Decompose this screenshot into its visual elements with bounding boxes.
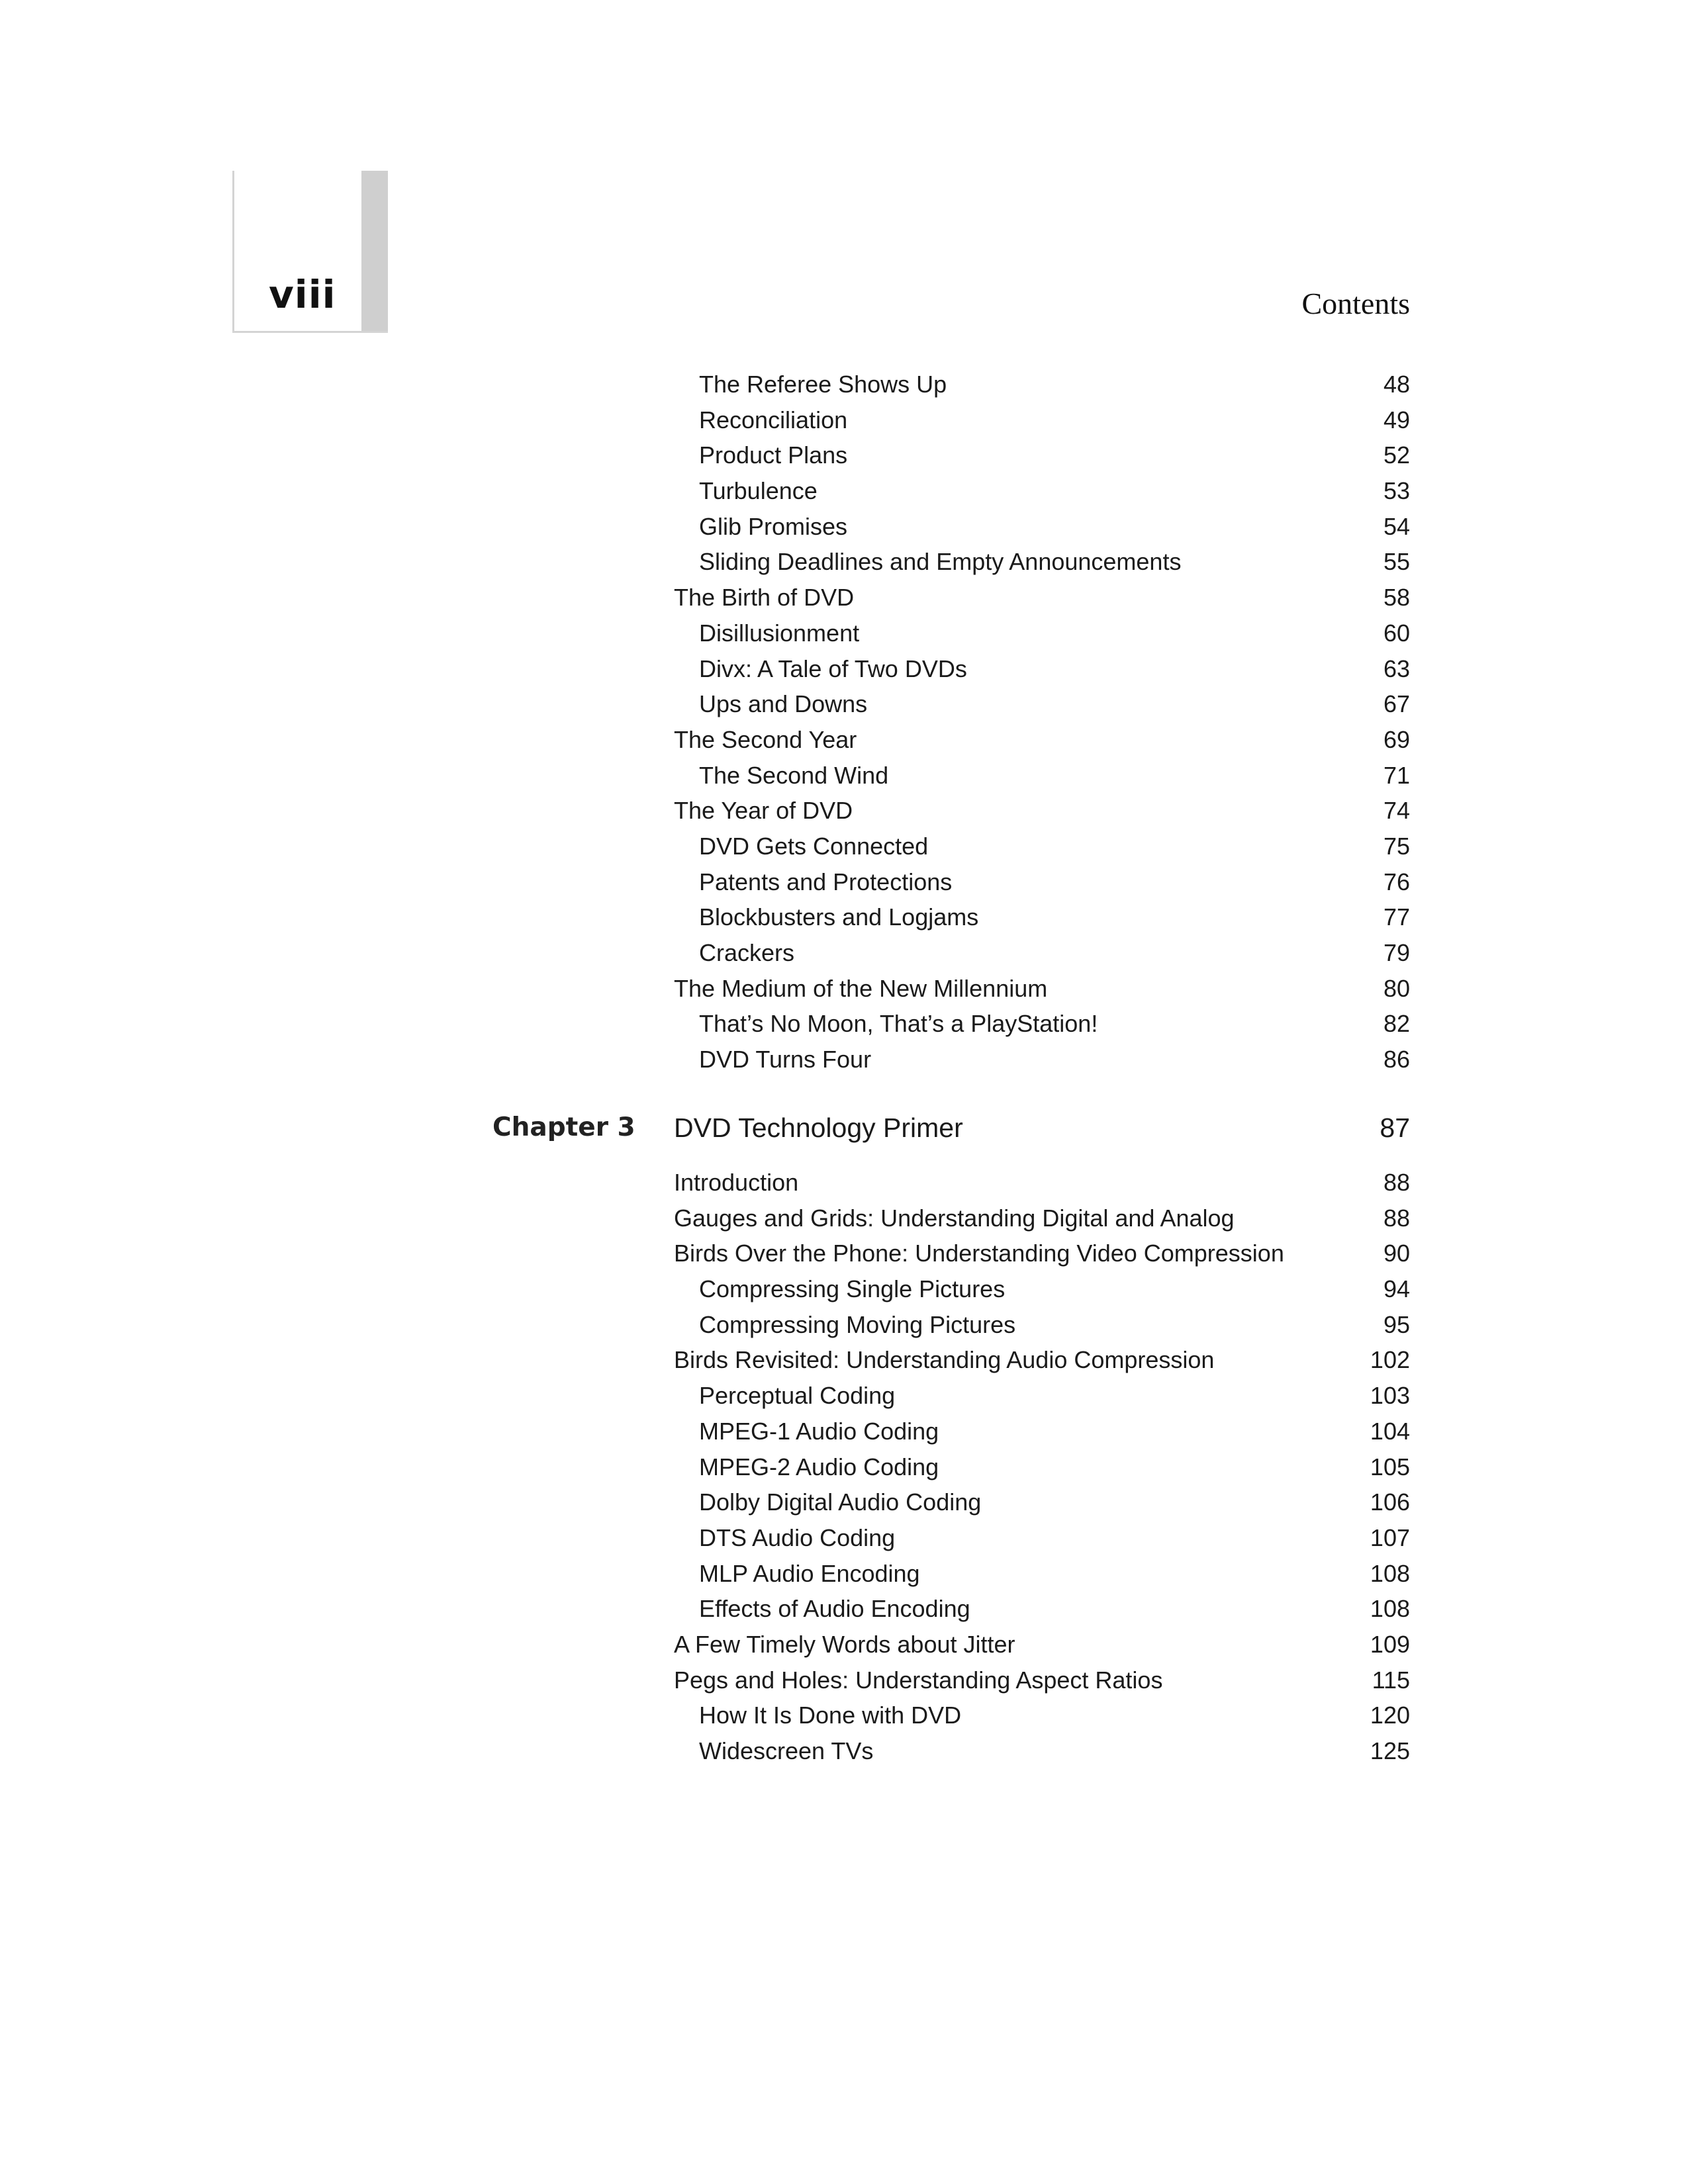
toc-entry[interactable] — [674, 1042, 1410, 1077]
toc-entry-title: A Few Timely Words about Jitter — [674, 1630, 1015, 1658]
toc-entry-page: 103 — [1370, 1382, 1410, 1410]
toc-entry-title: Introduction — [674, 1169, 799, 1196]
toc-entry[interactable] — [674, 1520, 1410, 1556]
page-number: viii — [269, 272, 336, 317]
toc-entry-page: 74 — [1383, 797, 1410, 825]
toc-entry[interactable] — [674, 1733, 1410, 1769]
toc-entry-title: Divx: A Tale of Two DVDs — [699, 655, 967, 682]
toc-entry-page: 94 — [1383, 1275, 1410, 1303]
toc-entry[interactable] — [674, 1591, 1410, 1627]
toc-entry[interactable] — [674, 935, 1410, 971]
toc-entry[interactable] — [674, 793, 1410, 829]
toc-entry-title: That’s No Moon, That’s a PlayStation! — [699, 1010, 1098, 1038]
toc-entry[interactable] — [674, 1165, 1410, 1201]
toc-entry-page: 120 — [1370, 1702, 1410, 1729]
toc-entry-title: Product Plans — [699, 441, 848, 469]
toc-entry-page: 53 — [1383, 477, 1410, 505]
toc-entry-title: Compressing Moving Pictures — [699, 1310, 1016, 1338]
toc-entry-page: 125 — [1370, 1737, 1410, 1764]
toc-entry[interactable] — [674, 1342, 1410, 1378]
toc-entry-page: 77 — [1383, 903, 1410, 931]
toc-entry-title: Perceptual Coding — [699, 1382, 896, 1410]
toc-entry-title: Disillusionment — [699, 619, 860, 647]
toc-entry-page: 58 — [1383, 584, 1410, 612]
toc-entry-title: The Year of DVD — [674, 797, 853, 825]
toc-entry[interactable] — [674, 1662, 1410, 1698]
toc-entry-title: MLP Audio Encoding — [699, 1559, 920, 1587]
toc-entry[interactable] — [674, 1698, 1410, 1733]
chapter-heading[interactable] — [492, 1108, 1410, 1148]
toc-entry-title: DVD Turns Four — [699, 1046, 872, 1073]
toc-entry-page: 88 — [1383, 1169, 1410, 1196]
toc-entry-page: 107 — [1370, 1524, 1410, 1551]
toc-entry[interactable] — [674, 1307, 1410, 1343]
toc-entry[interactable] — [674, 367, 1410, 402]
toc-entry[interactable] — [674, 651, 1410, 687]
toc-entry-title: The Second Year — [674, 725, 857, 753]
toc-entry-page: 104 — [1370, 1417, 1410, 1445]
toc-entry-page: 71 — [1383, 761, 1410, 789]
tab-bar — [361, 171, 388, 331]
toc-entry[interactable] — [674, 1236, 1410, 1271]
toc-entry[interactable] — [674, 1271, 1410, 1307]
toc-entry-title: Patents and Protections — [699, 868, 953, 895]
toc-entry[interactable] — [674, 722, 1410, 758]
toc-entry[interactable] — [674, 615, 1410, 651]
toc-entry-page: 95 — [1383, 1310, 1410, 1338]
chapter-title: DVD Technology Primer — [674, 1113, 963, 1143]
toc-entry[interactable] — [674, 473, 1410, 509]
toc-entry-title: Widescreen TVs — [699, 1737, 874, 1764]
toc-entry-page: 48 — [1383, 371, 1410, 398]
toc-entry-title: How It Is Done with DVD — [699, 1702, 962, 1729]
toc-entry-title: The Birth of DVD — [674, 584, 855, 612]
toc-entry-title: Birds Over the Phone: Understanding Video Compression — [674, 1240, 1284, 1267]
toc-entry-page: 108 — [1370, 1595, 1410, 1623]
toc-entry-title: MPEG-2 Audio Coding — [699, 1453, 939, 1480]
toc-entry-page: 69 — [1383, 725, 1410, 753]
toc-entry[interactable] — [674, 580, 1410, 615]
toc-list-after — [674, 1165, 1410, 1769]
toc-entry-page: 102 — [1370, 1346, 1410, 1374]
toc-entry[interactable] — [674, 1484, 1410, 1520]
toc-entry-title: DVD Gets Connected — [699, 832, 929, 860]
toc-entry-title: Blockbusters and Logjams — [699, 903, 979, 931]
toc-entry-page: 63 — [1383, 655, 1410, 682]
toc-entry-page: 108 — [1370, 1559, 1410, 1587]
toc-entry-title: Reconciliation — [699, 406, 848, 433]
toc-entry-title: Crackers — [699, 939, 795, 966]
running-head: Contents — [1301, 287, 1410, 320]
toc-entry[interactable] — [674, 402, 1410, 438]
toc-entry[interactable] — [674, 864, 1410, 900]
chapter-page-number: 87 — [1380, 1113, 1410, 1143]
toc-entry-title: The Referee Shows Up — [699, 371, 947, 398]
toc-entry-title: The Medium of the New Millennium — [674, 974, 1048, 1002]
toc-entry[interactable] — [674, 1201, 1410, 1236]
page-number-tab — [232, 171, 388, 333]
toc-entry[interactable] — [674, 1449, 1410, 1485]
toc-entry-page: 79 — [1383, 939, 1410, 966]
toc-entry[interactable] — [674, 899, 1410, 935]
toc-entry-page: 115 — [1372, 1666, 1410, 1694]
toc-entry-page: 49 — [1383, 406, 1410, 433]
toc-list-before — [674, 367, 1410, 1077]
toc-entry[interactable] — [674, 1006, 1410, 1042]
toc-entry-page: 52 — [1383, 441, 1410, 469]
toc-entry-title: Pegs and Holes: Understanding Aspect Ratios — [674, 1666, 1163, 1694]
toc-entry[interactable] — [674, 829, 1410, 864]
toc-entry-title: Turbulence — [699, 477, 818, 505]
toc-entry[interactable] — [674, 686, 1410, 722]
toc-entry-page: 60 — [1383, 619, 1410, 647]
toc-entry-page: 88 — [1383, 1204, 1410, 1232]
toc-entry-page: 82 — [1383, 1010, 1410, 1038]
toc-entry[interactable] — [674, 544, 1410, 580]
toc-entry-page: 76 — [1383, 868, 1410, 895]
toc-entry-title: Dolby Digital Audio Coding — [699, 1488, 982, 1516]
toc-entry-title: MPEG-1 Audio Coding — [699, 1417, 939, 1445]
toc-entry-page: 86 — [1383, 1046, 1410, 1073]
toc-entry-title: Gauges and Grids: Understanding Digital and Analog — [674, 1204, 1235, 1232]
toc-entry[interactable] — [674, 971, 1410, 1007]
toc-entry[interactable] — [674, 1556, 1410, 1592]
toc-entry[interactable] — [674, 758, 1410, 794]
toc-entry-title: The Second Wind — [699, 761, 889, 789]
toc-entry-page: 90 — [1383, 1240, 1410, 1267]
chapter-label: Chapter 3 — [492, 1113, 635, 1142]
toc-entry-title: Compressing Single Pictures — [699, 1275, 1006, 1303]
toc-entry[interactable] — [674, 1414, 1410, 1449]
toc-entry-title: DTS Audio Coding — [699, 1524, 896, 1551]
toc-entry[interactable] — [674, 1378, 1410, 1414]
toc-entry-page: 54 — [1383, 512, 1410, 540]
toc-entry[interactable] — [674, 509, 1410, 545]
toc-entry-title: Sliding Deadlines and Empty Announcements — [699, 548, 1182, 576]
toc-entry-page: 106 — [1370, 1488, 1410, 1516]
toc-entry-page: 80 — [1383, 974, 1410, 1002]
toc-entry[interactable] — [674, 1627, 1410, 1662]
toc-entry-page: 109 — [1370, 1630, 1410, 1658]
toc-entry-page: 75 — [1383, 832, 1410, 860]
toc-entry-title: Glib Promises — [699, 512, 848, 540]
toc-entry-page: 55 — [1383, 548, 1410, 576]
toc-entry-title: Ups and Downs — [699, 690, 868, 718]
toc-entry[interactable] — [674, 437, 1410, 473]
toc-entry-page: 67 — [1383, 690, 1410, 718]
toc-entry-title: Effects of Audio Encoding — [699, 1595, 970, 1623]
toc-entry-title: Birds Revisited: Understanding Audio Compression — [674, 1346, 1215, 1374]
toc-entry-page: 105 — [1370, 1453, 1410, 1480]
